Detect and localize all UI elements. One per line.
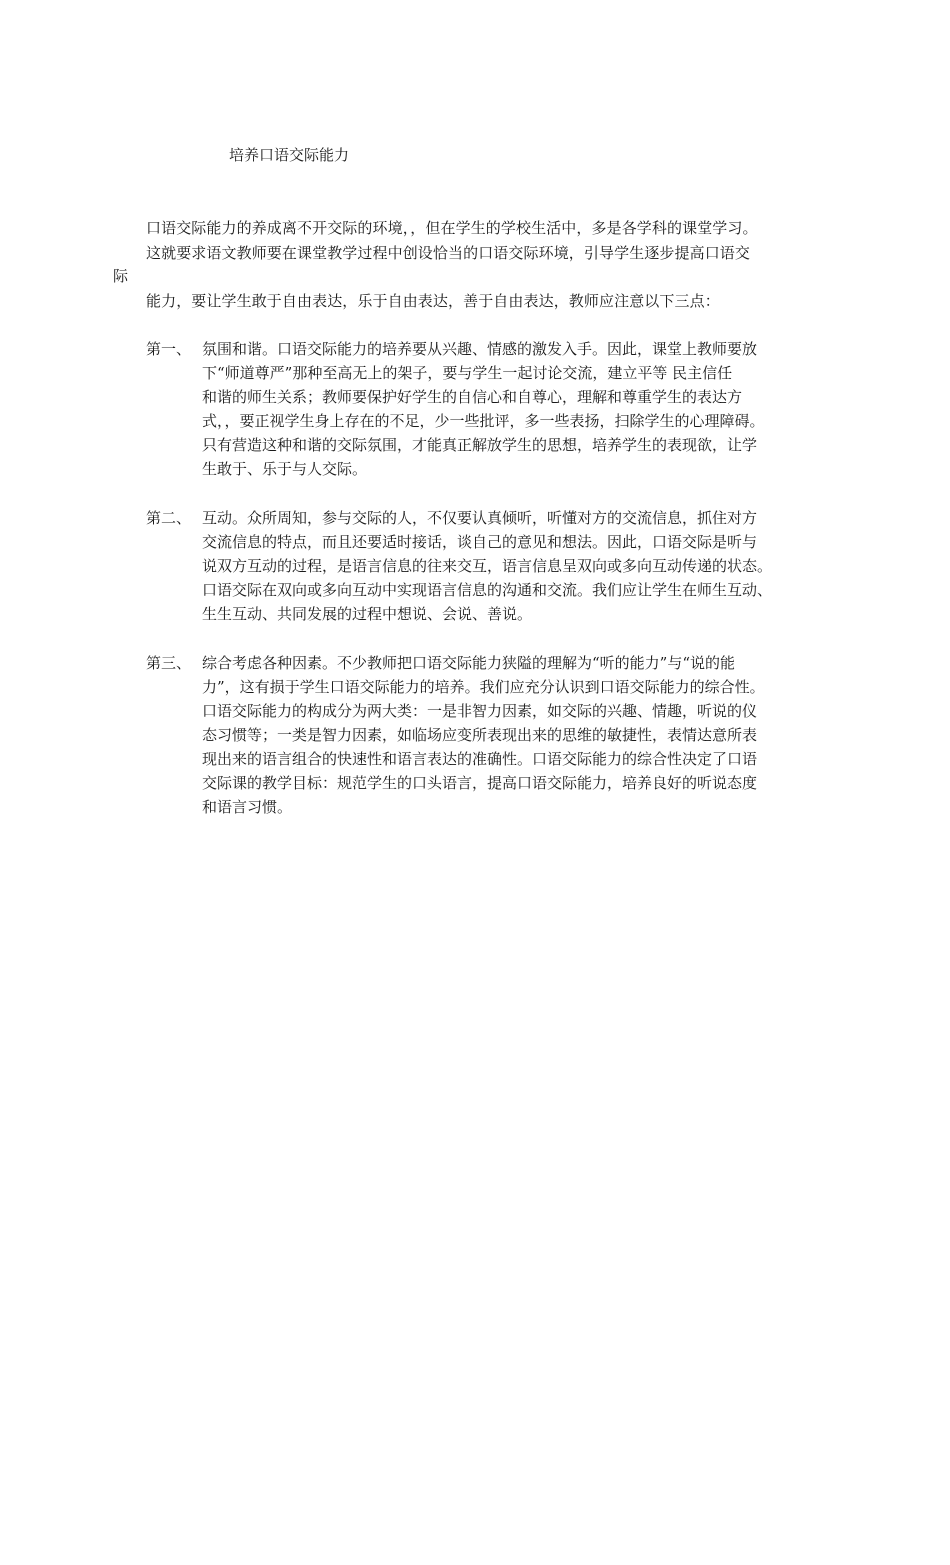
intro-line-2: 这就要求语文教师要在课堂教学过程中创设恰当的口语交际环境，引导学生逐步提高口语交 (146, 244, 751, 262)
document-title: 培养口语交际能力 (229, 146, 350, 164)
item-1-line: 式，，要正视学生身上存在的不足，少一些批评，多一些表扬，扫除学生的心理障碍。 (202, 412, 765, 430)
item-3-line: 态习惯等；一类是智力因素，如临场应变所表现出来的思维的敏捷性，表情达意所表 (202, 726, 758, 744)
item-3-line: 交际课的教学目标：规范学生的口头语言，提高口语交际能力，培养良好的听说态度 (202, 774, 758, 792)
intro-line-3: 际 (113, 267, 129, 285)
item-3-line: 力”，这有损于学生口语交际能力的培养。我们应充分认识到口语交际能力的综合性。 (202, 678, 765, 696)
item-3-line: 综合考虑各种因素。不少教师把口语交际能力狭隘的理解为“听的能力”与“说的能 (202, 654, 736, 672)
item-1-line: 下“师道尊严”那种至高无上的架子，要与学生一起讨论交流，建立平等 民主信任 (202, 364, 733, 382)
item-label-1: 第一、 (146, 340, 192, 358)
item-1-line: 氛围和谐。口语交际能力的培养要从兴趣、情感的激发入手。因此，课堂上教师要放 (202, 340, 758, 358)
item-2-line: 说双方互动的过程，是语言信息的往来交互，语言信息呈双向或多向互动传递的状态。 (202, 557, 773, 575)
item-2-line: 互动。众所周知，参与交际的人，不仅要认真倾听，听懂对方的交流信息，抓住对方 (202, 509, 758, 527)
item-1-line: 和谐的师生关系；教师要保护好学生的自信心和自尊心，理解和尊重学生的表达方 (202, 388, 743, 406)
intro-line-1: 口语交际能力的养成离不开交际的环境，，但在学生的学校生活中，多是各学科的课堂学习。 (146, 219, 758, 237)
item-3-line: 现出来的语言组合的快速性和语言表达的准确性。口语交际能力的综合性决定了口语 (202, 750, 758, 768)
item-2-line: 生生互动、共同发展的过程中想说、会说、善说。 (202, 605, 533, 623)
item-label-2: 第二、 (146, 509, 192, 527)
item-2-line: 交流信息的特点，而且还要适时接话，谈自己的意见和想法。因此，口语交际是听与 (202, 533, 758, 551)
item-1-line: 只有营造这种和谐的交际氛围，才能真正解放学生的思想，培养学生的表现欲，让学 (202, 436, 758, 454)
intro-line-4: 能力，要让学生敢于自由表达，乐于自由表达，善于自由表达，教师应注意以下三点： (146, 292, 720, 310)
item-2-line: 口语交际在双向或多向互动中实现语言信息的沟通和交流。我们应让学生在师生互动、 (202, 581, 773, 599)
item-label-3: 第三、 (146, 654, 192, 672)
item-1-line: 生敢于、乐于与人交际。 (202, 460, 368, 478)
item-3-line: 和语言习惯。 (202, 798, 293, 816)
item-3-line: 口语交际能力的构成分为两大类：一是非智力因素，如交际的兴趣、情趣，听说的仪 (202, 702, 758, 720)
